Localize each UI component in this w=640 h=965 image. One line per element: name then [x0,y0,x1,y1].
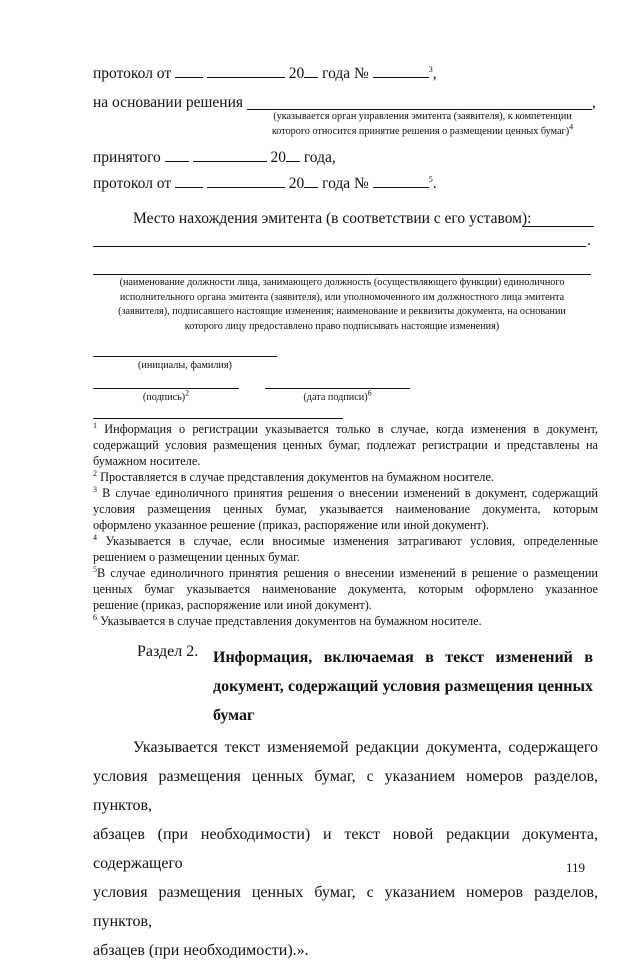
form-line-protocol-2: протокол от 20 года № $^5$. [93,174,437,192]
day-blank [175,64,203,78]
form-line-protocol-1: протокол от 20 года № $^3$, [93,64,437,82]
footnote-4: $^4$ Указывается в случае, если вносимые изменения затрагивают условия, определенные решением о размещении ценных бумаг. [93,532,598,564]
number-blank [373,174,429,188]
year-blank [304,64,318,78]
form-line-adopted: принятого 20 года, [93,149,336,166]
date-caption: (дата подписи)$^6$ [303,388,372,403]
location-label: Место нахождения эмитента (в соответствии с его уставом): [133,210,532,227]
signature-blank [93,388,239,389]
location-blank-2 [93,246,586,247]
footnote-6: $^6$ Указывается в случае представления документов на бумажном носителе. [93,612,482,628]
footnote-5: $^5$В случае единоличного принятия решения о внесении изменений в решение о размещении ценных бумаг указывается наименование документа, которым оформлено указанное решение (приказ, распоряжение или иной документ). [93,564,598,612]
initials-blank [93,356,277,357]
day-blank [165,148,189,162]
footnote-separator [93,418,343,419]
section-label: Раздел 2. [137,643,199,660]
year-blank [304,174,318,188]
footnote-2: $^2$ Проставляется в случае представления документов на бумажном носителе. [93,468,494,484]
page-number: 119 [566,860,586,875]
footnotes [93,421,598,629]
footnote-3: $^3$ В случае единоличного принятия решения о внесении изменений в документ, содержащий условия размещения ценных бумаг, указывается наименование документа, которым оформлено указанное решение (приказ, распоряжение или иной документ). [93,484,598,532]
signer-caption: (наименование должности лица, занимающего должность (осуществляющего функции) единоличного исполнительного органа эмитента (заявителя), или уполномоченного им должностного лица эмитента (заявителя), подписавшего настоящие изменения; наименование и реквизиты документа, на основании которого лицу предоставлено право подписывать настоящие изменения) [118,277,566,332]
footnote-1: $^1$ Информация о регистрации указывается только в случае, когда изменения в документ, содержащий условия размещения ценных бумаг, подлежат регистрации и представлены на бумажном носителе. [93,420,598,468]
section-title: Информация, включаемая в текст изменений в документ, содержащий условия размещения ценных бумаг [213,649,593,724]
date-blank [265,388,410,389]
day-blank [175,174,203,188]
form-line-decision: на основании решения [93,94,244,111]
number-blank [373,64,429,78]
initials-caption: (инициалы, фамилия) [138,360,232,371]
location-blank-1 [522,226,594,227]
signer-blank [93,274,591,275]
year-blank [286,148,300,162]
month-blank [207,174,285,188]
decision-caption: (указывается орган управления эмитента (заявителя), к компетенции которого относится принятие решения о размещении ценных бумаг)$^4$ [271,111,574,137]
signature-caption: (подпись)$^2$ [142,388,190,403]
month-blank [193,148,267,162]
month-blank [207,64,285,78]
body-paragraph: Указывается текст изменяемой редакции документа, содержащего условия размещения ценных бумаг, с указанием номеров разделов, пунктов, абзацев (при необходимости) и текст новой редакции документа, содержащего условия размещения ценных бумаг, с указанием номеров разделов, пунктов, абзацев (при необходимости).». [93,739,598,959]
